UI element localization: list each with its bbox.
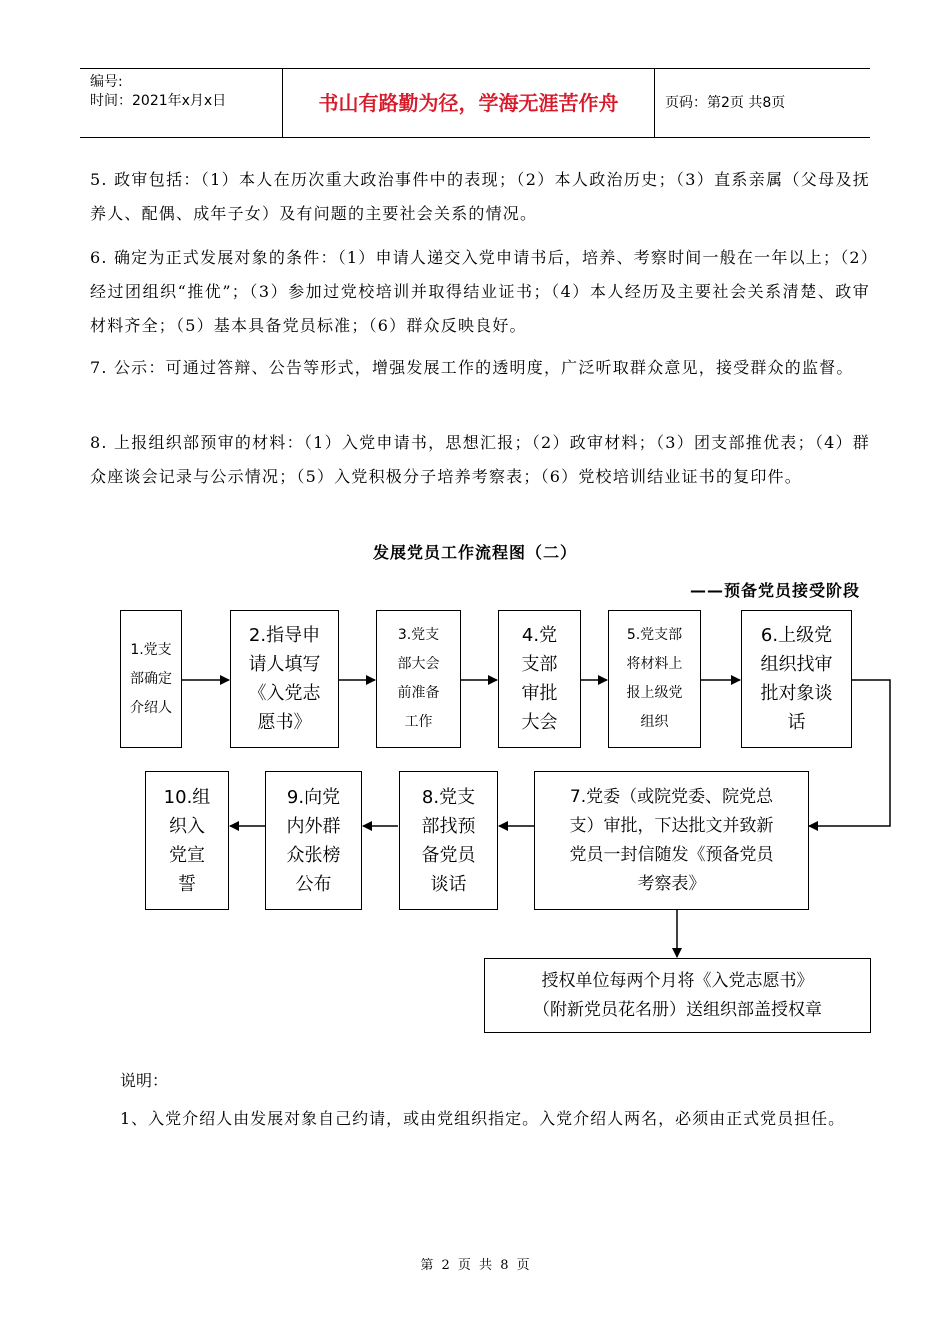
- doc-number-label: 编号:: [90, 74, 123, 90]
- step-10-label: 10.组 织入 党宣 誓: [163, 786, 211, 895]
- step-2-box: [230, 610, 339, 748]
- paragraph-8: 8. 上报组织部预审的材料：（1）入党申请书，思想汇报；（2）政审材料；（3）团支部推优表；（4）群众座谈会记录与公示情况；（5）入党积极分子培养考察表；（6）党校培训结业证书的复印件。: [90, 433, 870, 486]
- header-motto: 书山有路勤为径，学海无涯苦作舟: [318, 91, 619, 115]
- step-10-box: [145, 771, 229, 910]
- notes-heading: 说明：: [120, 1071, 169, 1090]
- header-page-label: 页码：第2页 共8页: [665, 95, 786, 111]
- step-8-box: [399, 771, 498, 910]
- step-7-label: 7.党委（或院党委、院党总 支）审批，下达批文并致新 党员一封信随发《预备党员 考察表》: [569, 786, 774, 894]
- step-1-box: [120, 610, 182, 748]
- step-11-box: [484, 958, 871, 1033]
- step-4-box: [498, 610, 581, 748]
- step-3-label: 3.党支 部大会 前准备 工作: [397, 627, 440, 730]
- paragraph-5: 5. 政审包括：（1）本人在历次重大政治事件中的表现；（2）本人政治历史；（3）直系亲属（父母及抚养人、配偶、成年子女）及有问题的主要社会关系的情况。: [90, 170, 870, 223]
- step-5-label: 5.党支部 将材料上 报上级党 组织: [626, 627, 683, 730]
- step-7-box: [534, 771, 809, 910]
- step-6-box: [741, 610, 852, 748]
- step-11-label: 授权单位每两个月将《入党志愿书》 （附新党员花名册）送组织部盖授权章: [533, 970, 822, 1020]
- doc-date-label: 时间：2021年x月x日: [90, 93, 227, 109]
- page-footer: 第 2 页 共 8 页: [420, 1258, 530, 1273]
- step-5-box: [608, 610, 701, 748]
- step-8-label: 8.党支 部找预 备党员 谈话: [421, 786, 476, 895]
- paragraph-7: 7. 公示：可通过答辩、公告等形式，增强发展工作的透明度，广泛听取群众意见，接受群众的监督。: [90, 358, 854, 377]
- step-4-label: 4.党 支部 审批 大会: [521, 625, 558, 733]
- step-6-label: 6.上级党 组织找审 批对象谈 话: [760, 625, 833, 733]
- flowchart-title: 发展党员工作流程图（二）: [372, 543, 577, 562]
- step-1-label: 1.党支 部确定 介绍人: [130, 641, 172, 716]
- flowchart-subtitle: ——预备党员接受阶段: [689, 581, 860, 600]
- step-2-label: 2.指导申 请人填写 《入党志 愿书》: [248, 625, 321, 733]
- paragraph-6: 6. 确定为正式发展对象的条件：（1）申请人递交入党申请书后，培养、考察时间一般在一年以上；（2）经过团组织“推优”；（3）参加过党校培训并取得结业证书；（4）本人经历及主要社会关系清楚、政审材料齐全；（5）基本具备党员标准；（6）群众反映良好。: [90, 248, 870, 335]
- note-1: 1、入党介绍人由发展对象自己约请，或由党组织指定。入党介绍人两名，必须由正式党员担任。: [120, 1109, 846, 1128]
- step-9-box: [265, 771, 362, 910]
- step-9-label: 9.向党 内外群 众张榜 公布: [286, 786, 341, 895]
- step-3-box: [376, 610, 461, 748]
